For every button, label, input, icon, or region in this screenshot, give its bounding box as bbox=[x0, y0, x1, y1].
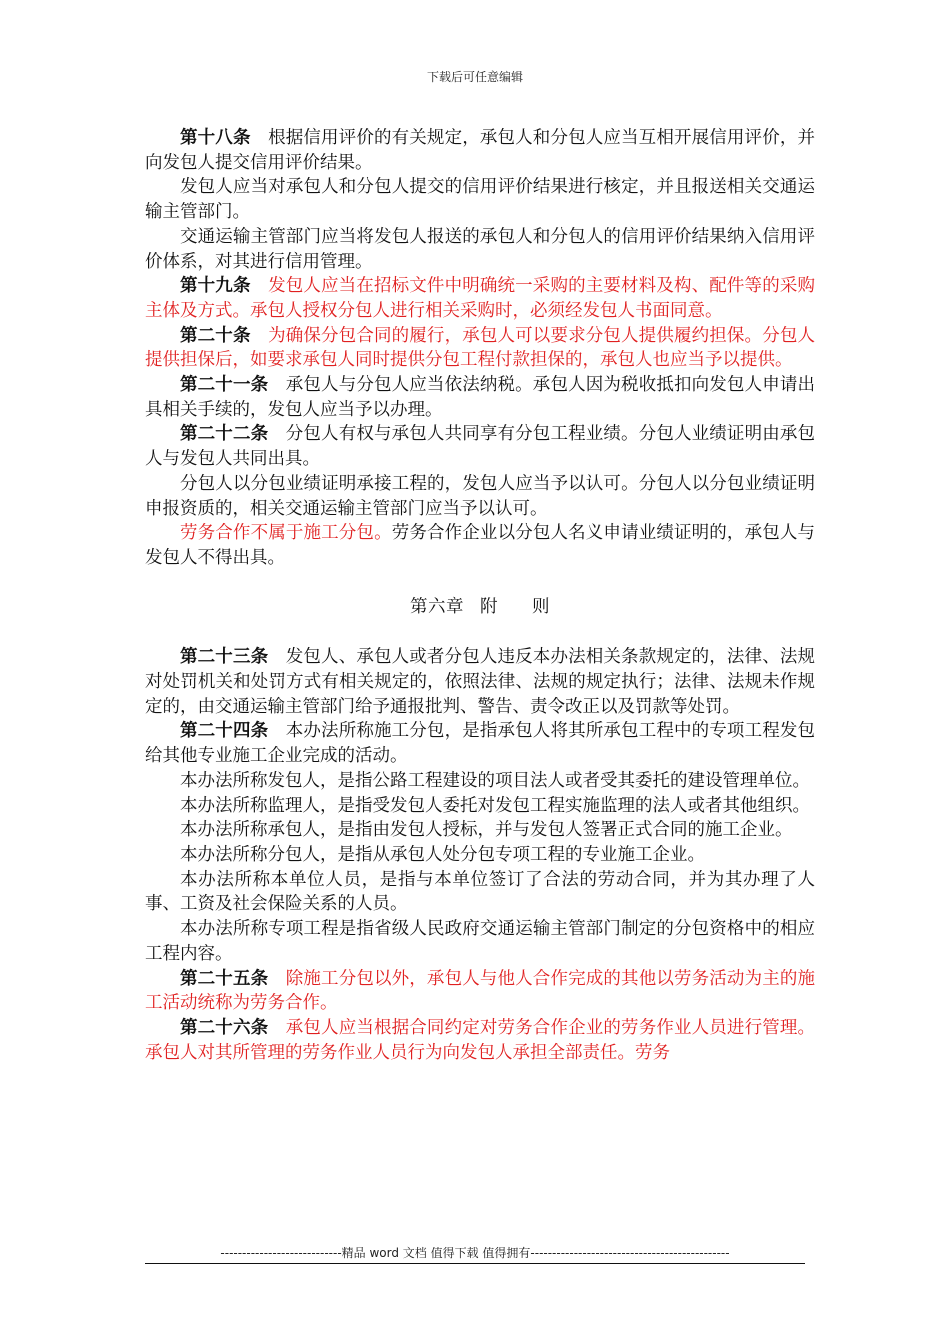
article-number: 第二十二条 bbox=[180, 424, 269, 445]
article-number: 第二十一条 bbox=[180, 375, 269, 396]
chapter-word-2: 则 bbox=[532, 596, 550, 617]
paragraph bbox=[145, 843, 815, 868]
highlighted-text: 除施工分包以外，承包人与他人合作完成的其他以劳务活动为主的施工活动统称为劳务合作。 bbox=[145, 968, 816, 1014]
page-header: 下载后可任意编辑 bbox=[426, 70, 523, 84]
article-paragraph bbox=[145, 274, 815, 323]
paragraph bbox=[145, 818, 815, 843]
article-number: 第二十四条 bbox=[180, 721, 269, 742]
paragraph-text: 本办法所称施工分包，是指承包人将其所承包工程中的专项工程发包给其他专业施工企业完成的活动。 bbox=[145, 721, 816, 767]
paragraph bbox=[145, 868, 815, 917]
highlighted-text: 承包人应当根据合同约定对劳务合作企业的劳务作业人员进行管理。承包人对其所管理的劳务作业人员行为向发包人承担全部责任。劳务 bbox=[145, 1017, 816, 1063]
paragraph-text: 根据信用评价的有关规定，承包人和分包人应当互相开展信用评价，并向发包人提交信用评价结果。 bbox=[145, 128, 816, 173]
highlighted-text: 为确保分包合同的履行，承包人可以要求分包人提供履约担保。分包人提供担保后，如要求承包人同时提供分包工程付款担保的，承包人也应当予以提供。 bbox=[145, 325, 816, 371]
paragraph-text: 本办法所称分包人，是指从承包人处分包专项工程的专业施工企业。 bbox=[180, 844, 705, 865]
paragraph bbox=[145, 794, 815, 819]
article-paragraph bbox=[145, 1016, 815, 1065]
paragraph-text: 本办法所称专项工程是指省级人民政府交通运输主管部门制定的分包资格中的相应工程内容。 bbox=[145, 919, 815, 964]
paragraph-text: 本办法所称承包人，是指由发包人授标，并与发包人签署正式合同的施工企业。 bbox=[180, 820, 793, 841]
article-paragraph bbox=[145, 645, 815, 719]
highlighted-text: 发包人应当在招标文件中明确统一采购的主要材料及构、配件等的采购主体及方式。承包人授权分包人进行相关采购时，必须经发包人书面同意。 bbox=[145, 276, 816, 321]
paragraph-text: 分包人以分包业绩证明承接工程的，发包人应当予以认可。分包人以分包业绩证明申报资质的，相关交通运输主管部门应当予以认可。 bbox=[145, 473, 815, 519]
section-articles-23-26 bbox=[145, 645, 815, 1065]
page-footer: ----------------------------精品 word 文档 值得下载 值得拥有---------------------------------------------- bbox=[220, 1246, 730, 1260]
footer-rule bbox=[145, 1263, 805, 1264]
paragraph-text: 本办法所称发包人，是指公路工程建设的项目法人或者受其委托的建设管理单位。 bbox=[180, 770, 810, 791]
paragraph bbox=[145, 225, 815, 274]
article-paragraph bbox=[145, 126, 815, 175]
chapter-heading bbox=[145, 595, 815, 620]
article-number: 第十八条 bbox=[180, 128, 251, 148]
paragraph-text: 本办法所称监理人，是指受发包人委托对发包工程实施监理的法人或者其他组织。 bbox=[180, 795, 810, 816]
article-paragraph bbox=[145, 422, 815, 471]
article-number: 第二十条 bbox=[180, 325, 251, 346]
article-paragraph bbox=[145, 373, 815, 422]
section-articles-18-22 bbox=[145, 126, 815, 571]
document-body bbox=[145, 126, 815, 1065]
article-number: 第二十五条 bbox=[180, 968, 269, 989]
highlighted-text: 劳务合作不属于施工分包。 bbox=[180, 523, 392, 544]
article-number: 第二十六条 bbox=[180, 1017, 269, 1038]
article-number: 第二十三条 bbox=[180, 647, 269, 668]
paragraph bbox=[145, 917, 815, 966]
paragraph-text: 发包人、承包人或者分包人违反本办法相关条款规定的，法律、法规对处罚机关和处罚方式有相关规定的，依照法律、法规的规定执行；法律、法规未作规定的，由交通运输主管部门给予通报批判、警告、责令改正以及罚款等处罚。 bbox=[145, 647, 816, 717]
paragraph bbox=[145, 521, 815, 570]
article-paragraph bbox=[145, 967, 815, 1016]
paragraph-text: 承包人与分包人应当依法纳税。承包人因为税收抵扣向发包人申请出具相关手续的，发包人应当予以办理。 bbox=[145, 375, 816, 420]
paragraph-text: 发包人应当对承包人和分包人提交的信用评价结果进行核定，并且报送相关交通运输主管部门。 bbox=[145, 177, 815, 223]
paragraph bbox=[145, 175, 815, 224]
article-paragraph bbox=[145, 719, 815, 768]
paragraph bbox=[145, 472, 815, 521]
paragraph-text: 劳务合作企业以分包人名义申请业绩证明的，承包人与发包人不得出具。 bbox=[145, 523, 816, 568]
chapter-word-1: 附 bbox=[480, 596, 498, 617]
paragraph-text: 分包人有权与承包人共同享有分包工程业绩。分包人业绩证明由承包人与发包人共同出具。 bbox=[145, 424, 816, 470]
article-paragraph bbox=[145, 324, 815, 373]
chapter-number: 第六章 bbox=[410, 596, 464, 617]
paragraph bbox=[145, 769, 815, 794]
paragraph-text: 本办法所称本单位人员，是指与本单位签订了合法的劳动合同，并为其办理了人事、工资及社会保险关系的人员。 bbox=[145, 869, 815, 915]
article-number: 第十九条 bbox=[180, 276, 251, 297]
paragraph-text: 交通运输主管部门应当将发包人报送的承包人和分包人的信用评价结果纳入信用评价体系，对其进行信用管理。 bbox=[145, 226, 815, 272]
